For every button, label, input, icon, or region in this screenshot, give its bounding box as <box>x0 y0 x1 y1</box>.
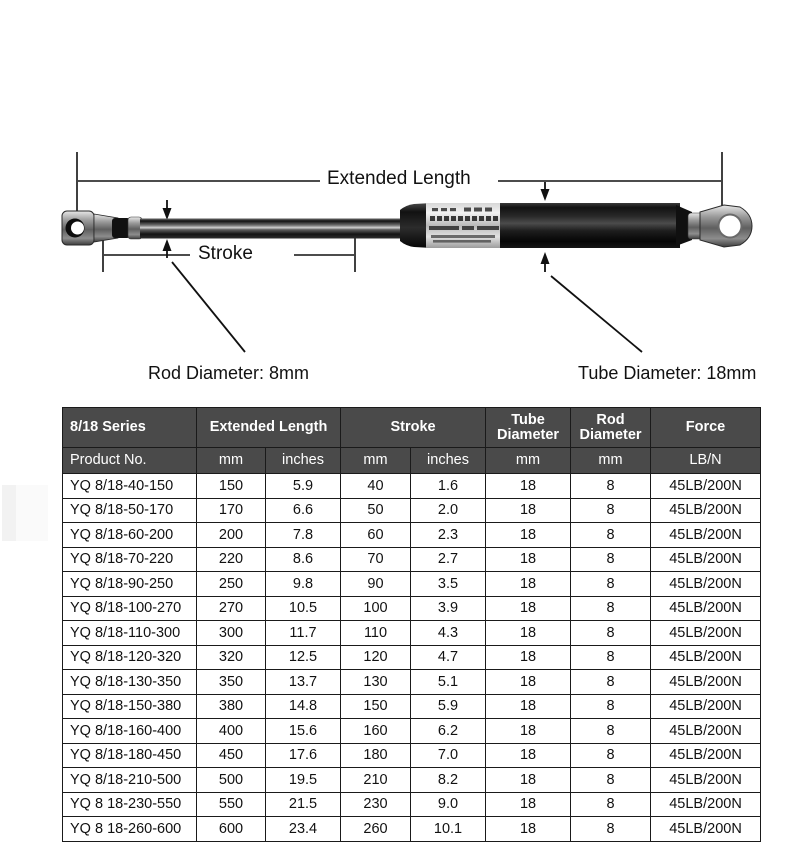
tube-diameter-label: Tube Diameter: 18mm <box>578 363 757 383</box>
cell-extended-inches: 23.4 <box>266 817 341 842</box>
cell-stroke-inches: 9.0 <box>411 792 486 817</box>
table-row <box>63 670 761 695</box>
tube-leader-line <box>551 276 642 352</box>
cell-rod-mm: 8 <box>571 719 651 744</box>
cell-product-no: YQ 8/18-120-320 <box>63 645 197 670</box>
cell-force: 45LB/200N <box>651 621 761 646</box>
table-row <box>63 792 761 817</box>
unit-force: LB/N <box>651 448 761 474</box>
cell-product-no: YQ 8/18-130-350 <box>63 670 197 695</box>
cell-product-no: YQ 8 18-260-600 <box>63 817 197 842</box>
cell-stroke-inches: 8.2 <box>411 768 486 793</box>
cell-extended-inches: 19.5 <box>266 768 341 793</box>
table-row <box>63 621 761 646</box>
cell-stroke-inches: 6.2 <box>411 719 486 744</box>
cell-extended-inches: 17.6 <box>266 743 341 768</box>
piston-rod <box>140 219 406 239</box>
cell-product-no: YQ 8/18-70-220 <box>63 547 197 572</box>
cell-stroke-mm: 120 <box>341 645 411 670</box>
table-row <box>63 523 761 548</box>
cell-force: 45LB/200N <box>651 768 761 793</box>
unit-stroke-mm: mm <box>341 448 411 474</box>
cell-stroke-mm: 50 <box>341 498 411 523</box>
cell-rod-mm: 8 <box>571 645 651 670</box>
cell-stroke-inches: 2.0 <box>411 498 486 523</box>
cell-force: 45LB/200N <box>651 474 761 499</box>
table-row <box>63 547 761 572</box>
cell-extended-mm: 550 <box>197 792 266 817</box>
cell-stroke-inches: 4.7 <box>411 645 486 670</box>
cell-tube-mm: 18 <box>486 670 571 695</box>
cell-product-no: YQ 8/18-90-250 <box>63 572 197 597</box>
cell-force: 45LB/200N <box>651 743 761 768</box>
cell-tube-mm: 18 <box>486 621 571 646</box>
cell-rod-mm: 8 <box>571 621 651 646</box>
cell-extended-inches: 14.8 <box>266 694 341 719</box>
cell-tube-mm: 18 <box>486 817 571 842</box>
header-extended-length: Extended Length <box>197 408 341 448</box>
cell-stroke-mm: 60 <box>341 523 411 548</box>
table-row <box>63 768 761 793</box>
table-row <box>63 817 761 842</box>
cell-rod-mm: 8 <box>571 596 651 621</box>
specification-table-wrap <box>62 407 760 842</box>
tube-print-label <box>426 203 502 248</box>
cell-extended-inches: 10.5 <box>266 596 341 621</box>
cell-extended-inches: 15.6 <box>266 719 341 744</box>
cell-force: 45LB/200N <box>651 719 761 744</box>
cell-tube-mm: 18 <box>486 547 571 572</box>
cell-extended-mm: 150 <box>197 474 266 499</box>
cell-rod-mm: 8 <box>571 547 651 572</box>
cell-extended-inches: 5.9 <box>266 474 341 499</box>
cell-stroke-inches: 7.0 <box>411 743 486 768</box>
cell-extended-mm: 400 <box>197 719 266 744</box>
cell-extended-mm: 450 <box>197 743 266 768</box>
cell-force: 45LB/200N <box>651 572 761 597</box>
table-row <box>63 474 761 499</box>
cell-stroke-inches: 5.1 <box>411 670 486 695</box>
cell-extended-mm: 350 <box>197 670 266 695</box>
cell-extended-inches: 8.6 <box>266 547 341 572</box>
header-force: Force <box>651 408 761 448</box>
pressure-tube <box>500 203 680 248</box>
table-row <box>63 694 761 719</box>
cell-extended-mm: 500 <box>197 768 266 793</box>
gas-spring-illustration <box>0 0 800 395</box>
cell-stroke-mm: 90 <box>341 572 411 597</box>
cell-stroke-mm: 40 <box>341 474 411 499</box>
cell-force: 45LB/200N <box>651 670 761 695</box>
header-stroke: Stroke <box>341 408 486 448</box>
unit-extended-mm: mm <box>197 448 266 474</box>
cell-stroke-mm: 230 <box>341 792 411 817</box>
specification-table <box>62 407 761 842</box>
cell-product-no: YQ 8/18-50-170 <box>63 498 197 523</box>
cell-stroke-inches: 3.5 <box>411 572 486 597</box>
cell-tube-mm: 18 <box>486 523 571 548</box>
cell-rod-mm: 8 <box>571 572 651 597</box>
cell-tube-mm: 18 <box>486 694 571 719</box>
cell-stroke-mm: 150 <box>341 694 411 719</box>
cell-force: 45LB/200N <box>651 547 761 572</box>
cell-rod-mm: 8 <box>571 743 651 768</box>
cell-rod-mm: 8 <box>571 523 651 548</box>
cell-extended-mm: 320 <box>197 645 266 670</box>
cell-stroke-mm: 110 <box>341 621 411 646</box>
cell-tube-mm: 18 <box>486 645 571 670</box>
unit-tube-mm: mm <box>486 448 571 474</box>
cell-product-no: YQ 8/18-110-300 <box>63 621 197 646</box>
cell-stroke-inches: 5.9 <box>411 694 486 719</box>
cell-product-no: YQ 8/18-150-380 <box>63 694 197 719</box>
cell-product-no: YQ 8/18-180-450 <box>63 743 197 768</box>
cell-extended-inches: 7.8 <box>266 523 341 548</box>
cell-extended-inches: 13.7 <box>266 670 341 695</box>
cell-stroke-mm: 130 <box>341 670 411 695</box>
table-row <box>63 498 761 523</box>
cell-rod-mm: 8 <box>571 694 651 719</box>
cell-extended-mm: 200 <box>197 523 266 548</box>
cell-tube-mm: 18 <box>486 498 571 523</box>
cell-product-no: YQ 8/18-60-200 <box>63 523 197 548</box>
cell-extended-inches: 12.5 <box>266 645 341 670</box>
cell-tube-mm: 18 <box>486 792 571 817</box>
cell-tube-mm: 18 <box>486 743 571 768</box>
cell-rod-mm: 8 <box>571 768 651 793</box>
cell-extended-mm: 270 <box>197 596 266 621</box>
cell-stroke-inches: 1.6 <box>411 474 486 499</box>
cell-rod-mm: 8 <box>571 498 651 523</box>
cell-stroke-mm: 70 <box>341 547 411 572</box>
unit-product-no: Product No. <box>63 448 197 474</box>
cell-extended-mm: 600 <box>197 817 266 842</box>
cell-extended-mm: 300 <box>197 621 266 646</box>
cell-stroke-mm: 160 <box>341 719 411 744</box>
table-row <box>63 645 761 670</box>
cell-force: 45LB/200N <box>651 596 761 621</box>
cell-extended-inches: 9.8 <box>266 572 341 597</box>
table-row <box>63 572 761 597</box>
cell-tube-mm: 18 <box>486 719 571 744</box>
cell-tube-mm: 18 <box>486 572 571 597</box>
cell-force: 45LB/200N <box>651 645 761 670</box>
cell-force: 45LB/200N <box>651 792 761 817</box>
cell-stroke-mm: 100 <box>341 596 411 621</box>
cell-product-no: YQ 8/18-100-270 <box>63 596 197 621</box>
cell-stroke-mm: 210 <box>341 768 411 793</box>
rod-leader-line <box>172 262 245 352</box>
table-body <box>63 474 761 842</box>
cell-stroke-mm: 260 <box>341 817 411 842</box>
cell-stroke-mm: 180 <box>341 743 411 768</box>
unit-extended-inches: inches <box>266 448 341 474</box>
cell-stroke-inches: 4.3 <box>411 621 486 646</box>
unit-rod-mm: mm <box>571 448 651 474</box>
cell-force: 45LB/200N <box>651 817 761 842</box>
header-rod-diameter: Rod Diameter <box>571 408 651 448</box>
cell-product-no: YQ 8/18-210-500 <box>63 768 197 793</box>
watermark-artifact <box>2 485 48 541</box>
cell-tube-mm: 18 <box>486 768 571 793</box>
cell-product-no: YQ 8/18-40-150 <box>63 474 197 499</box>
cell-tube-mm: 18 <box>486 596 571 621</box>
cell-stroke-inches: 10.1 <box>411 817 486 842</box>
header-series: 8/18 Series <box>63 408 197 448</box>
cell-product-no: YQ 8 18-230-550 <box>63 792 197 817</box>
left-clevis-fitting <box>62 211 142 245</box>
cell-rod-mm: 8 <box>571 670 651 695</box>
table-unit-header-row <box>63 448 761 474</box>
table-row <box>63 719 761 744</box>
cell-rod-mm: 8 <box>571 792 651 817</box>
table-head <box>63 408 761 474</box>
cell-force: 45LB/200N <box>651 694 761 719</box>
cell-extended-mm: 250 <box>197 572 266 597</box>
cell-stroke-inches: 2.7 <box>411 547 486 572</box>
cell-extended-inches: 11.7 <box>266 621 341 646</box>
cell-rod-mm: 8 <box>571 817 651 842</box>
table-row <box>63 743 761 768</box>
cell-extended-inches: 21.5 <box>266 792 341 817</box>
cell-tube-mm: 18 <box>486 474 571 499</box>
stroke-label: Stroke <box>198 243 253 264</box>
rod-diameter-label: Rod Diameter: 8mm <box>148 363 310 383</box>
cell-stroke-inches: 3.9 <box>411 596 486 621</box>
cell-extended-mm: 380 <box>197 694 266 719</box>
table-row <box>63 596 761 621</box>
cell-force: 45LB/200N <box>651 498 761 523</box>
unit-stroke-inches: inches <box>411 448 486 474</box>
extended-length-label: Extended Length <box>327 168 471 189</box>
table-group-header-row <box>63 408 761 448</box>
cell-force: 45LB/200N <box>651 523 761 548</box>
cell-extended-inches: 6.6 <box>266 498 341 523</box>
right-eyelet-fitting <box>688 205 752 247</box>
cell-stroke-inches: 2.3 <box>411 523 486 548</box>
cell-product-no: YQ 8/18-160-400 <box>63 719 197 744</box>
cell-extended-mm: 220 <box>197 547 266 572</box>
header-tube-diameter: Tube Diameter <box>486 408 571 448</box>
cell-extended-mm: 170 <box>197 498 266 523</box>
cell-rod-mm: 8 <box>571 474 651 499</box>
